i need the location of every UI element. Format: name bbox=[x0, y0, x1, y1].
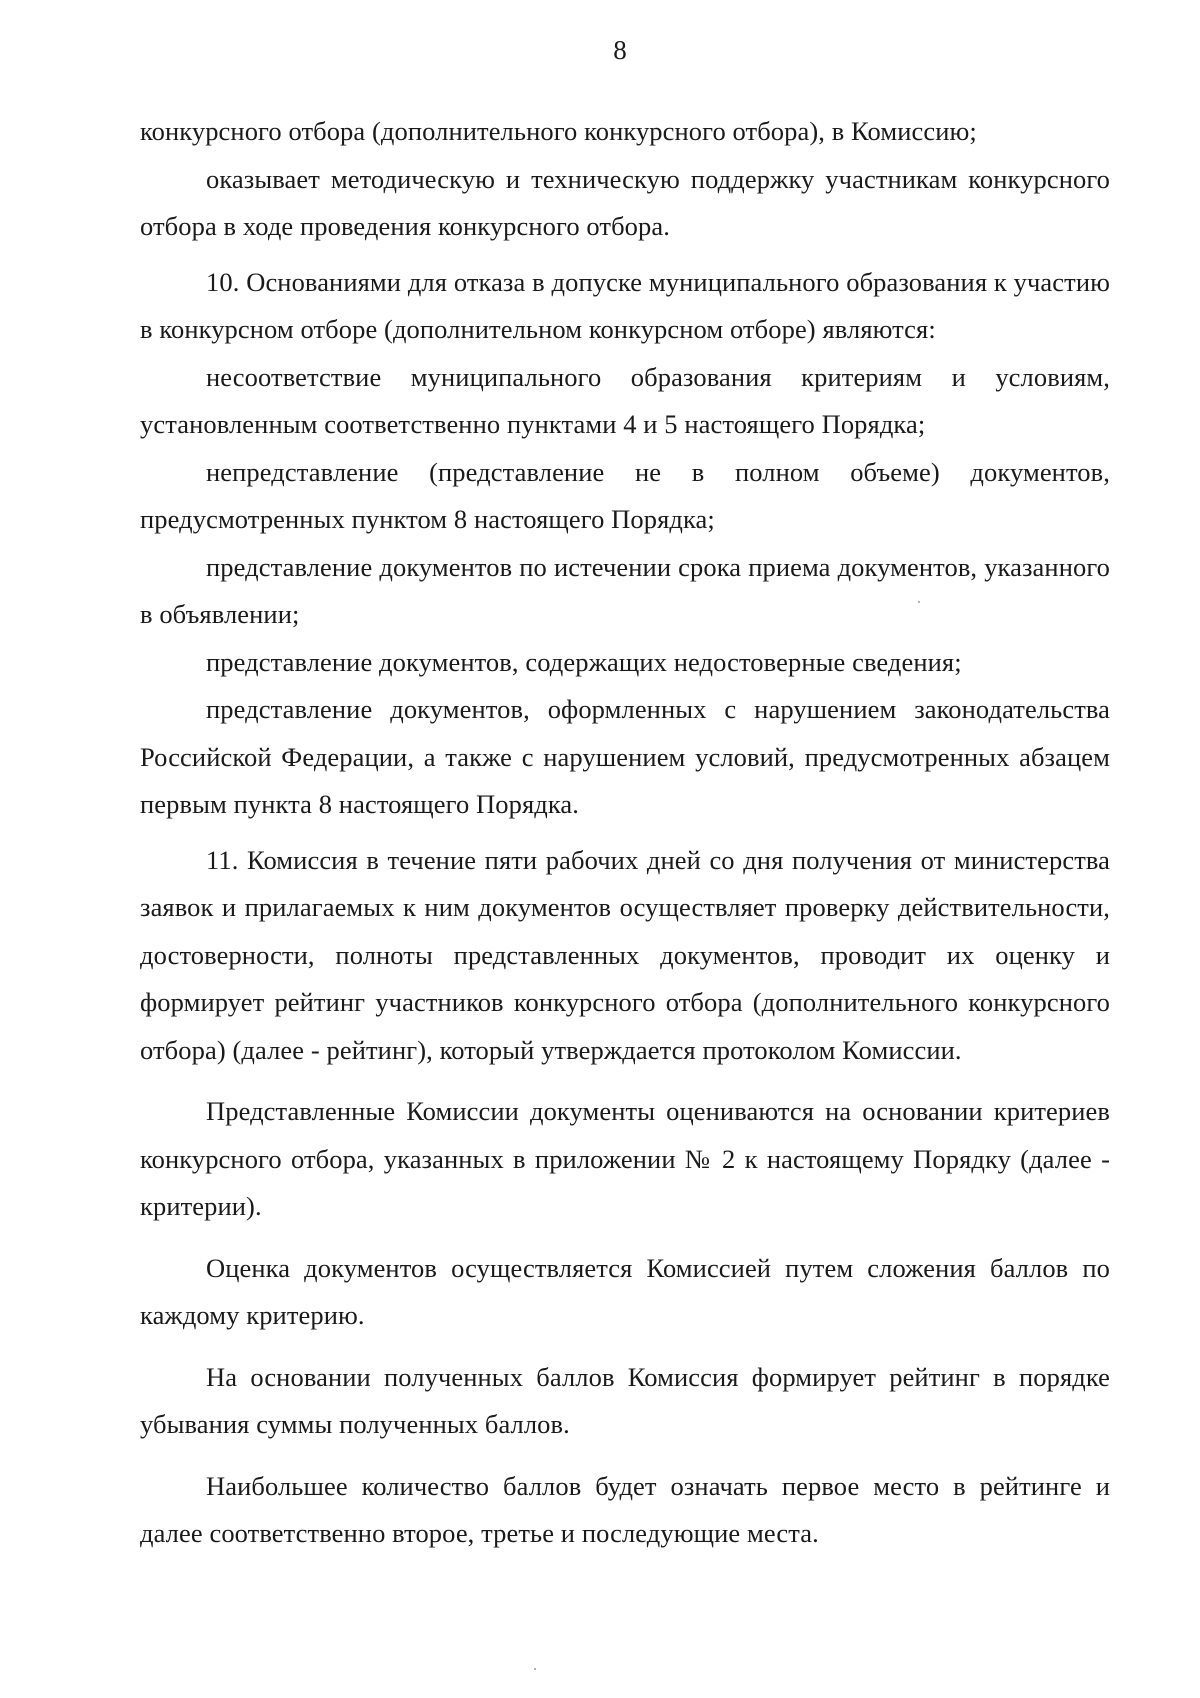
paragraph-5: непредставление (представление не в полном объеме) документов, предусмотренных пунктом 8 настоящего Порядка; bbox=[140, 456, 1110, 534]
page-number: 8 bbox=[613, 35, 627, 65]
document-body bbox=[140, 108, 1110, 1558]
paragraph-9: 11. Комиссия в течение пяти рабочих дней со дня получения от министерства заявок и прилагаемых к ним документов осуществляет проверку действительности, достоверности, полноты представленных документов, проводит их оценку и формирует рейтинг участников конкурсного отбора (дополнительного конкурсного отбора) (далее - рейтинг), который утверждается протоколом Комиссии. bbox=[140, 844, 1110, 1065]
paragraph-3: 10. Основаниями для отказа в допуске муниципального образования к участию в конкурсном отборе (дополнительном конкурсном отборе) являются: bbox=[140, 266, 1110, 344]
paragraph-1: конкурсного отбора (дополнительного конкурсного отбора), в Комиссию; bbox=[140, 116, 977, 146]
paragraph-12: На основании полученных баллов Комиссия формирует рейтинг в порядке убывания суммы полученных баллов. bbox=[140, 1361, 1110, 1439]
paragraph-6: представление документов по истечении срока приема документов, указанного в объявлении; bbox=[140, 551, 1110, 629]
paragraph-4: несоответствие муниципального образования критериям и условиям, установленным соответственно пунктами 4 и 5 настоящего Порядка; bbox=[140, 361, 1110, 439]
paragraph-7: представление документов, содержащих недостоверные сведения; bbox=[206, 646, 962, 677]
paragraph-8: представление документов, оформленных с нарушением законодательства Российской Федерации, а также с нарушением условий, предусмотренных абзацем первым пункта 8 настоящего Порядка. bbox=[140, 694, 1110, 819]
paragraph-11: Оценка документов осуществляется Комиссией путем сложения баллов по каждому критерию. bbox=[140, 1252, 1110, 1330]
scan-speck bbox=[534, 1668, 536, 1670]
paragraph-13: Наибольшее количество баллов будет означать первое место в рейтинге и далее соответственно второе, третье и последующие места. bbox=[140, 1470, 1110, 1548]
paragraph-10: Представленные Комиссии документы оцениваются на основании критериев конкурсного отбора, указанных в приложении № 2 к настоящему Порядку (далее - критерии). bbox=[140, 1096, 1110, 1221]
scan-speck bbox=[918, 601, 920, 603]
paragraph-2: оказывает методическую и техническую поддержку участникам конкурсного отбора в ходе проведения конкурсного отбора. bbox=[140, 163, 1110, 241]
